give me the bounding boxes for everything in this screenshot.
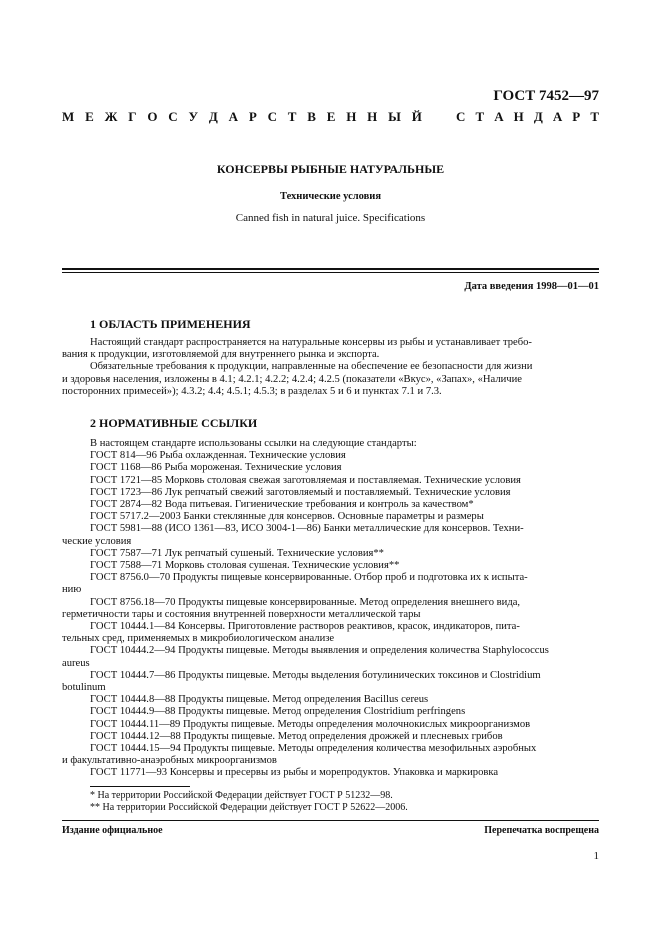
banner-letter: Т bbox=[475, 109, 485, 124]
reference-line: ГОСТ 7587—71 Лук репчатый сушеный. Технические условия** bbox=[90, 547, 384, 559]
reference-line-cont: тельных сред, применяемых в микробиологическом анализе bbox=[62, 633, 335, 645]
document-code: ГОСТ 7452—97 bbox=[493, 88, 599, 104]
reference-line: ГОСТ 10444.2—94 Продукты пищевые. Методы выявления и определения количества Staphylococcus bbox=[90, 645, 549, 657]
reference-line: ГОСТ 10444.1—84 Консервы. Приготовление растворов реактивов, красок, индикаторов, пита- bbox=[90, 621, 520, 633]
banner-letter: Т bbox=[590, 109, 599, 124]
banner-letter: А bbox=[552, 109, 563, 124]
banner-letter: О bbox=[147, 109, 158, 124]
english-title: Canned fish in natural juice. Specifications bbox=[235, 212, 426, 224]
document-title: КОНСЕРВЫ РЫБНЫЕ НАТУРАЛЬНЫЕ bbox=[216, 162, 445, 176]
document-subtitle: Технические условия bbox=[279, 191, 382, 202]
banner-letter: С bbox=[267, 109, 277, 124]
footer-rule bbox=[62, 820, 599, 821]
banner-letter: А bbox=[228, 109, 238, 124]
reference-line: ГОСТ 10444.11—89 Продукты пищевые. Методы определения молочнокислых микроорганизмов bbox=[90, 718, 531, 730]
reference-line-cont: botulinum bbox=[62, 682, 106, 694]
banner-letter: Д bbox=[533, 109, 543, 124]
reference-line-cont: нию bbox=[62, 584, 82, 596]
banner-letter: Д bbox=[208, 109, 218, 124]
reprint-prohibited-label: Перепечатка воспрещена bbox=[484, 825, 599, 836]
text-line: и здоровья населения, изложены в 4.1; 4.2.1; 4.2.2; 4.2.4; 4.2.5 (показатели «Вкус», «Запах», «Наличие bbox=[62, 373, 523, 385]
banner-letter: Р bbox=[248, 109, 257, 124]
standard-banner bbox=[62, 107, 599, 127]
banner-letter: С bbox=[456, 109, 466, 124]
banner-letter: С bbox=[168, 109, 178, 124]
header-rule-thin bbox=[62, 272, 599, 273]
reference-line: ГОСТ 1723—86 Лук репчатый свежий заготовляемый и поставляемый. Технические условия bbox=[90, 486, 511, 498]
official-edition-label: Издание официальное bbox=[62, 825, 163, 836]
reference-line: ГОСТ 10444.7—86 Продукты пищевые. Методы выделения ботулинических токсинов и Clostridium bbox=[90, 669, 541, 681]
reference-line-cont: и факультативно-анаэробных микроорганизмов bbox=[62, 755, 277, 767]
reference-line: ГОСТ 8756.0—70 Продукты пищевые консервированные. Отбор проб и подготовка их к испыта- bbox=[90, 572, 528, 584]
banner-letter: У bbox=[188, 109, 199, 124]
banner-letter: Р bbox=[572, 109, 581, 124]
introduction-date: Дата введения 1998—01—01 bbox=[464, 281, 599, 292]
banner-letter: Е bbox=[85, 109, 94, 124]
banner-letter: Н bbox=[346, 109, 357, 124]
footnote-separator bbox=[90, 786, 190, 787]
reference-line: ГОСТ 5981—88 (ИСО 1361—83, ИСО 3004-1—86) Банки металлические для консервов. Техни- bbox=[90, 523, 524, 535]
header-rule-thick bbox=[62, 268, 599, 270]
banner-letter: А bbox=[494, 109, 504, 124]
banner-letter: Т bbox=[287, 109, 297, 124]
reference-line-cont: ческие условия bbox=[62, 535, 132, 547]
banner-letter: Н bbox=[367, 109, 378, 124]
reference-line: ГОСТ 10444.9—88 Продукты пищевые. Метод определения Clostridium perfringens bbox=[90, 706, 466, 718]
text-line: Обязательные требования к продукции, направленные на обеспечение ее безопасности для жизни bbox=[90, 361, 533, 373]
banner-letter: Ж bbox=[104, 109, 118, 124]
reference-line: ГОСТ 10444.15—94 Продукты пищевые. Методы определения количества мезофильных аэробных bbox=[90, 743, 537, 755]
reference-line: ГОСТ 10444.8—88 Продукты пищевые. Метод определения Bacillus cereus bbox=[90, 694, 429, 706]
banner-letter: Н bbox=[513, 109, 524, 124]
reference-line: ГОСТ 7588—71 Морковь столовая сушеная. Технические условия** bbox=[90, 560, 400, 572]
text-line: Настоящий стандарт распространяется на натуральные консервы из рыбы и устанавливает требо- bbox=[90, 337, 532, 348]
banner-letter: Ы bbox=[388, 109, 401, 124]
reference-line: ГОСТ 814—96 Рыба охлажденная. Технические условия bbox=[90, 450, 346, 462]
section-1-heading: 1 ОБЛАСТЬ ПРИМЕНЕНИЯ bbox=[90, 317, 251, 331]
reference-line-cont: aureus bbox=[62, 657, 90, 669]
section-2-heading: 2 НОРМАТИВНЫЕ ССЫЛКИ bbox=[90, 416, 258, 430]
footnote-1: * На территории Российской Федерации действует ГОСТ Р 51232—98. bbox=[90, 790, 393, 801]
text-line: В настоящем стандарте использованы ссылки на следующие стандарты: bbox=[90, 438, 417, 449]
page-number: 1 bbox=[593, 850, 599, 862]
reference-line: ГОСТ 2874—82 Вода питьевая. Гигиенические требования и контроль за качеством* bbox=[90, 499, 474, 511]
banner-word-standard bbox=[456, 109, 599, 125]
reference-line: ГОСТ 5717.2—2003 Банки стеклянные для консервов. Основные параметры и размеры bbox=[90, 511, 484, 523]
text-line: вания к продукции, изготовляемой для внутреннего рынка и экспорта. bbox=[62, 349, 380, 361]
banner-letter: М bbox=[62, 109, 75, 124]
banner-letter: Й bbox=[411, 109, 422, 124]
reference-line: ГОСТ 1721—85 Морковь столовая свежая заготовляемая и поставляемая. Технические условия bbox=[90, 474, 521, 486]
banner-letter: Е bbox=[326, 109, 336, 124]
reference-line: ГОСТ 1168—86 Рыба мороженая. Технические условия bbox=[90, 462, 342, 474]
banner-word-interstate bbox=[62, 109, 422, 125]
banner-letter: В bbox=[307, 109, 316, 124]
banner-letter: Г bbox=[128, 109, 137, 124]
reference-line: ГОСТ 11771—93 Консервы и пресервы из рыбы и морепродуктов. Упаковка и маркировка bbox=[90, 767, 499, 779]
reference-line: ГОСТ 8756.18—70 Продукты пищевые консервированные. Метод определения внешнего вида, bbox=[90, 596, 521, 608]
section-1-body bbox=[62, 337, 599, 398]
section-2-body bbox=[62, 438, 599, 780]
reference-line-cont: герметичности тары и состояния внутренней поверхности металлической тары bbox=[62, 608, 421, 620]
footnote-2: ** На территории Российской Федерации действует ГОСТ Р 52622—2006. bbox=[90, 802, 408, 813]
reference-line: ГОСТ 10444.12—88 Продукты пищевые. Метод определения дрожжей и плесневых грибов bbox=[90, 730, 503, 742]
text-line: посторонних примесей»); 4.3.2; 4.4; 4.5.1; 4.5.3; в разделах 5 и 6 и пунктах 7.1 и 7.3. bbox=[62, 385, 442, 397]
